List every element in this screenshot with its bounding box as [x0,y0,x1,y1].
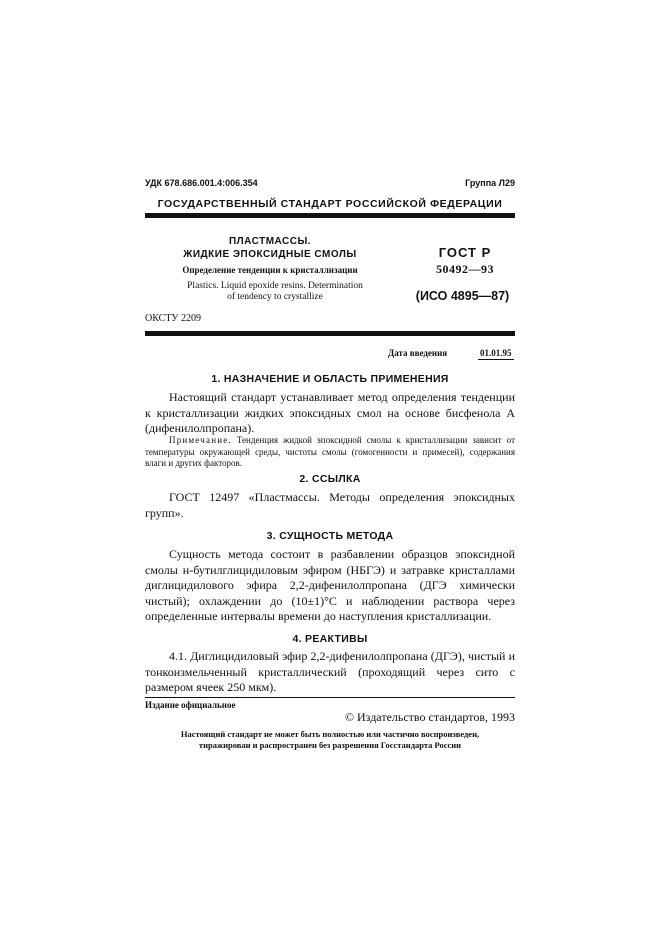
official-edition: Издание официальное [145,700,236,710]
section-4-heading: 4. РЕАКТИВЫ [292,633,368,645]
section-4-text: 4.1. Диглицидиловый эфир 2,2-дифенилолпропана (ДГЭ), чистый и тонкоизмельченный кристаллический (проходящий через сито с размером ячеек 250 мкм). [145,649,515,694]
note-label: Примечание. [169,435,232,445]
title-rule [145,331,515,336]
intro-date-label: Дата введения [388,348,448,358]
english-line2: of tendency to crystallize [227,292,323,302]
note-text: Тенденция жидкой эпоксидной смолы к кристаллизации зависит от температуры окружающей среды, чистоты смолы (гомогенности и примесей), содержания влаги и других факторов. [145,435,515,468]
section-3-text: Сущность метода состоит в разбавлении образцов эпоксидной смолы н-бутилглицидиловым эфиром (НБГЭ) и затравке кристаллами диглицидилового эфира 2,2-дифенилолпропана (ДГЭ химически чистый); охлаждении до (10±1)°С и наблюдении раствора через определенные интервалы времени до наступления кристаллизации. [145,547,515,623]
iso-number: (ИСО 4895—87) [415,289,510,303]
footer-rule [145,697,515,698]
gost-label: ГОСТ Р [438,245,492,260]
intro-date-value: 01.01.95 [480,348,512,358]
reproduction-notice [140,729,520,751]
title-english [160,281,390,303]
udk-code: УДК 678.686.001.4:006.354 [145,178,258,188]
title-subtitle: Определение тенденции к кристаллизации [182,265,358,275]
section-2-text: ГОСТ 12497 «Пластмассы. Методы определения эпоксидных групп». [145,490,515,520]
title-line2: ЖИДКИЕ ЭПОКСИДНЫЕ СМОЛЫ [183,249,357,260]
org-title: ГОСУДАРСТВЕННЫЙ СТАНДАРТ РОССИЙСКОЙ ФЕДЕРАЦИИ [157,198,503,210]
gost-number: 50492—93 [436,262,494,276]
header-rule [145,213,515,218]
english-line1: Plastics. Liquid epoxide resins. Determination [187,281,363,291]
section-3-heading: 3. СУЩНОСТЬ МЕТОДА [266,530,394,542]
copyright: © Издательство стандартов, 1993 [344,710,515,724]
notice-line2: тиражирован и распространен без разрешения Госстандарта России [198,740,462,750]
section-1-text: Настоящий стандарт устанавливает метод определения тенденции к кристаллизации жидких эпоксидных смол на основе бисфенола А (дифенилолпропана). [145,390,515,435]
section-1-heading: 1. НАЗНАЧЕНИЕ И ОБЛАСТЬ ПРИМЕНЕНИЯ [211,373,449,385]
title-line1: ПЛАСТМАССЫ. [228,236,312,247]
group-code: Группа Л29 [465,178,515,188]
notice-line1: Настоящий стандарт не может быть полностью или частично воспроизведен, [180,729,480,739]
section-2-heading: 2. ССЫЛКА [299,473,361,485]
section-1-note [145,435,515,470]
okstu-code: ОКСТУ 2209 [145,313,202,324]
